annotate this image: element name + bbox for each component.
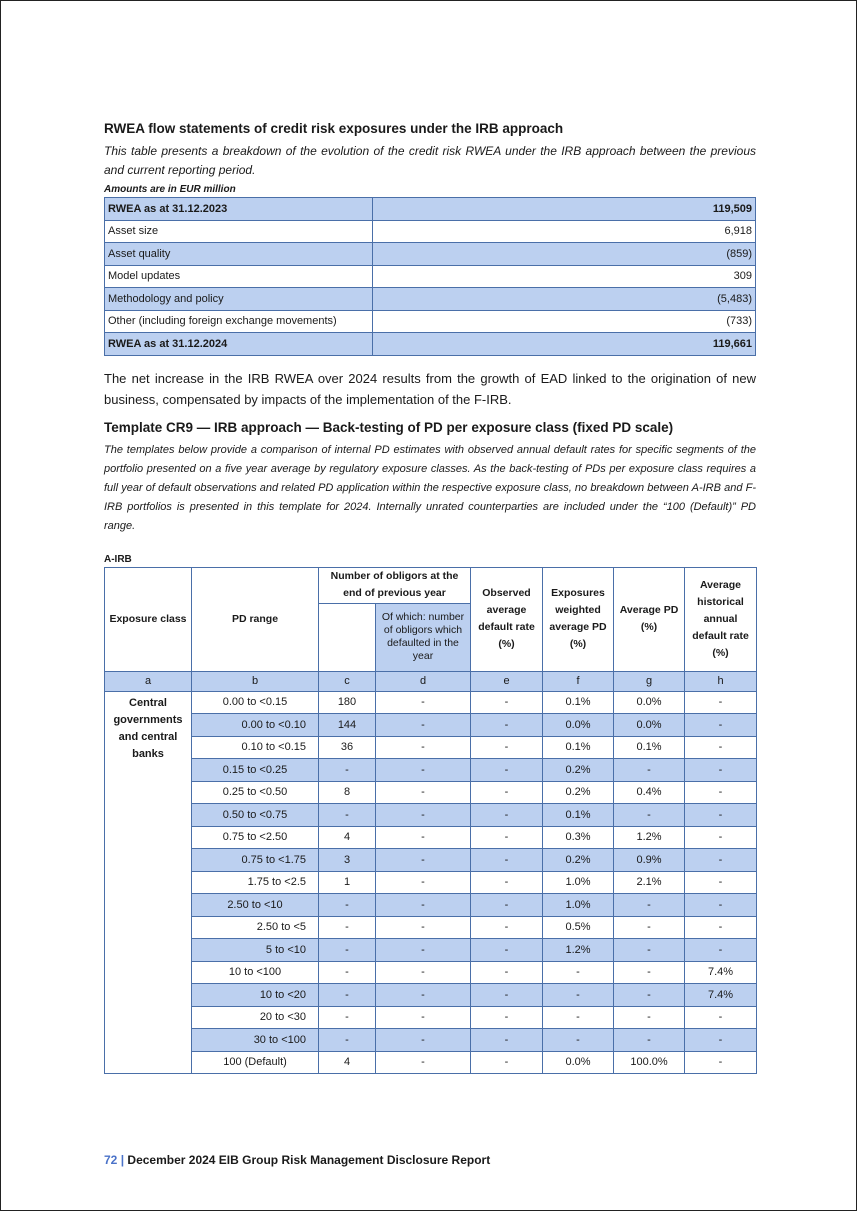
value-cell-c: 36: [319, 736, 376, 759]
value-cell-e: -: [471, 984, 543, 1007]
value-cell-f: 1.0%: [543, 894, 614, 917]
row-label: Model updates: [105, 265, 373, 288]
table-row: [105, 871, 757, 894]
value-cell-e: -: [471, 894, 543, 917]
table-row: [105, 804, 757, 827]
table-row: [105, 894, 757, 917]
value-cell-c: -: [319, 1006, 376, 1029]
letter-cell: d: [376, 671, 471, 691]
value-cell-f: 1.2%: [543, 939, 614, 962]
header-obligors: Number of obligors at the end of previous year: [319, 567, 471, 603]
table-row: [105, 984, 757, 1007]
letter-cell: b: [192, 671, 319, 691]
value-cell-h: -: [685, 714, 757, 737]
value-cell-c: 3: [319, 849, 376, 872]
header-obligors-blank: [319, 603, 376, 671]
value-cell-e: -: [471, 691, 543, 714]
value-cell-c: -: [319, 804, 376, 827]
value-cell-f: 1.0%: [543, 871, 614, 894]
value-cell-c: 144: [319, 714, 376, 737]
table-row: [105, 333, 756, 356]
value-cell-e: -: [471, 939, 543, 962]
value-cell-f: 0.5%: [543, 916, 614, 939]
page-number: 72: [104, 1153, 118, 1167]
value-cell-f: 0.3%: [543, 826, 614, 849]
value-cell-c: -: [319, 759, 376, 782]
value-cell-c: -: [319, 916, 376, 939]
value-cell-c: -: [319, 894, 376, 917]
pd-range-cell: 10 to <20: [192, 984, 319, 1007]
value-cell-e: -: [471, 759, 543, 782]
amounts-note: Amounts are in EUR million: [104, 184, 236, 195]
section-intro-rwea: This table presents a breakdown of the evolution of the credit risk RWEA under the IRB approach between the previous and current reporting period.: [104, 144, 756, 177]
table-row: [105, 849, 757, 872]
value-cell-g: 0.1%: [614, 736, 685, 759]
value-cell-d: -: [376, 939, 471, 962]
table-row: [105, 916, 757, 939]
value-cell-f: 0.1%: [543, 691, 614, 714]
value-cell-g: -: [614, 1029, 685, 1052]
header-exposures-weighted-pd: Exposures weighted average PD (%): [543, 567, 614, 671]
value-cell-c: 1: [319, 871, 376, 894]
section-description-cr9: The templates below provide a comparison of internal PD estimates with observed annual default rates for specific segments of the portfolio presented on a five year average by regulatory exposure classes. As the back-testing of PDs per exposure class requires a full year of default observations and related PD application within the respective exposure class, no breakdown between A-IRB and F-IRB portfolios is presented in this template for 2024. Internally unrated counterparties are included under the “100 (Default)” PD range.: [104, 443, 756, 532]
value-cell-c: -: [319, 984, 376, 1007]
value-cell-e: -: [471, 781, 543, 804]
table-row: [105, 961, 757, 984]
value-cell-h: -: [685, 1029, 757, 1052]
value-cell-e: -: [471, 916, 543, 939]
pd-range-cell: 0.10 to <0.15: [192, 736, 319, 759]
value-cell-g: 0.4%: [614, 781, 685, 804]
row-label: Asset quality: [105, 243, 373, 266]
value-cell-e: -: [471, 961, 543, 984]
row-label: RWEA as at 31.12.2023: [105, 198, 373, 221]
value-cell-g: -: [614, 804, 685, 827]
letter-cell: h: [685, 671, 757, 691]
value-cell-d: -: [376, 759, 471, 782]
pd-range-cell: 30 to <100: [192, 1029, 319, 1052]
value-cell-h: -: [685, 691, 757, 714]
value-cell-d: -: [376, 961, 471, 984]
value-cell-h: -: [685, 849, 757, 872]
value-cell-f: -: [543, 1006, 614, 1029]
table-row: [105, 736, 757, 759]
value-cell-d: -: [376, 849, 471, 872]
footer-separator: |: [120, 1153, 125, 1167]
value-cell-d: -: [376, 1006, 471, 1029]
value-cell-c: 8: [319, 781, 376, 804]
content: [104, 121, 756, 1074]
value-cell-e: -: [471, 804, 543, 827]
value-cell-h: -: [685, 759, 757, 782]
value-cell-d: -: [376, 826, 471, 849]
table-row: [105, 265, 756, 288]
value-cell-e: -: [471, 826, 543, 849]
row-label: Asset size: [105, 220, 373, 243]
pd-range-cell: 2.50 to <10: [192, 894, 319, 917]
value-cell-c: -: [319, 939, 376, 962]
value-cell-h: -: [685, 804, 757, 827]
value-cell-g: -: [614, 894, 685, 917]
letter-cell: e: [471, 671, 543, 691]
value-cell-h: 7.4%: [685, 961, 757, 984]
pd-range-cell: 20 to <30: [192, 1006, 319, 1029]
value-cell-g: 0.0%: [614, 714, 685, 737]
value-cell-g: -: [614, 1006, 685, 1029]
table-row: [105, 826, 757, 849]
rwea-flow-table: [104, 197, 756, 356]
table-row: [105, 220, 756, 243]
value-cell-d: -: [376, 781, 471, 804]
pd-range-cell: 10 to <100: [192, 961, 319, 984]
value-cell-g: 0.9%: [614, 849, 685, 872]
value-cell-g: 2.1%: [614, 871, 685, 894]
header-row: [105, 567, 757, 603]
letter-cell: g: [614, 671, 685, 691]
table-row: [105, 1029, 757, 1052]
table-row: [105, 781, 757, 804]
value-cell-d: -: [376, 1051, 471, 1074]
value-cell-e: -: [471, 849, 543, 872]
value-cell-c: -: [319, 1029, 376, 1052]
value-cell-g: 100.0%: [614, 1051, 685, 1074]
value-cell-e: -: [471, 714, 543, 737]
row-value: (859): [373, 243, 756, 266]
table-row: [105, 1006, 757, 1029]
exposure-class-cell: Central governments and central banks: [105, 691, 192, 1074]
footer: [104, 1153, 490, 1167]
table-row: [105, 939, 757, 962]
value-cell-c: -: [319, 961, 376, 984]
value-cell-h: -: [685, 871, 757, 894]
value-cell-e: -: [471, 1006, 543, 1029]
value-cell-f: -: [543, 961, 614, 984]
value-cell-d: -: [376, 736, 471, 759]
header-average-pd: Average PD (%): [614, 567, 685, 671]
pd-range-cell: 100 (Default): [192, 1051, 319, 1074]
value-cell-d: -: [376, 871, 471, 894]
table-row: [105, 759, 757, 782]
value-cell-c: 180: [319, 691, 376, 714]
header-of-which: Of which: number of obligors which defaulted in the year: [376, 603, 471, 671]
value-cell-d: -: [376, 1029, 471, 1052]
section-title-rwea: RWEA flow statements of credit risk exposures under the IRB approach: [104, 121, 564, 136]
value-cell-e: -: [471, 1051, 543, 1074]
letter-cell: f: [543, 671, 614, 691]
value-cell-f: 0.2%: [543, 781, 614, 804]
value-cell-f: 0.0%: [543, 714, 614, 737]
cr9-backtesting-table: [104, 567, 757, 1075]
value-cell-d: -: [376, 894, 471, 917]
pd-range-cell: 0.00 to <0.15: [192, 691, 319, 714]
row-value: 119,509: [373, 198, 756, 221]
row-value: (733): [373, 310, 756, 333]
value-cell-d: -: [376, 691, 471, 714]
pd-range-cell: 0.75 to <1.75: [192, 849, 319, 872]
row-label: Other (including foreign exchange movements): [105, 310, 373, 333]
table-row: [105, 288, 756, 311]
value-cell-d: -: [376, 714, 471, 737]
pd-range-cell: 0.25 to <0.50: [192, 781, 319, 804]
value-cell-h: -: [685, 1051, 757, 1074]
header-exposure-class: Exposure class: [105, 567, 192, 671]
letters-row: [105, 671, 757, 691]
row-value: 119,661: [373, 333, 756, 356]
row-label: Methodology and policy: [105, 288, 373, 311]
header-historical-default-rate: Average historical annual default rate (%): [685, 567, 757, 671]
value-cell-h: -: [685, 736, 757, 759]
pd-range-cell: 0.15 to <0.25: [192, 759, 319, 782]
value-cell-g: -: [614, 939, 685, 962]
value-cell-g: -: [614, 759, 685, 782]
pd-range-cell: 1.75 to <2.5: [192, 871, 319, 894]
section-title-cr9: Template CR9 — IRB approach — Back-testing of PD per exposure class (fixed PD scale): [104, 419, 674, 435]
header-observed-default-rate: Observed average default rate (%): [471, 567, 543, 671]
row-value: 6,918: [373, 220, 756, 243]
value-cell-f: -: [543, 984, 614, 1007]
row-value: (5,483): [373, 288, 756, 311]
value-cell-e: -: [471, 1029, 543, 1052]
pd-range-cell: 5 to <10: [192, 939, 319, 962]
value-cell-h: -: [685, 781, 757, 804]
table-row: [105, 691, 757, 714]
header-pd-range: PD range: [192, 567, 319, 671]
value-cell-h: -: [685, 1006, 757, 1029]
table-row: [105, 310, 756, 333]
value-cell-e: -: [471, 871, 543, 894]
letter-cell: c: [319, 671, 376, 691]
row-value: 309: [373, 265, 756, 288]
pd-range-cell: 0.00 to <0.10: [192, 714, 319, 737]
value-cell-g: -: [614, 984, 685, 1007]
letter-cell: a: [105, 671, 192, 691]
footer-title: December 2024 EIB Group Risk Management Disclosure Report: [127, 1153, 491, 1167]
value-cell-e: -: [471, 736, 543, 759]
pd-range-cell: 2.50 to <5: [192, 916, 319, 939]
value-cell-d: -: [376, 984, 471, 1007]
value-cell-f: -: [543, 1029, 614, 1052]
value-cell-h: -: [685, 916, 757, 939]
value-cell-f: 0.2%: [543, 849, 614, 872]
row-label: RWEA as at 31.12.2024: [105, 333, 373, 356]
table-row: [105, 714, 757, 737]
value-cell-h: -: [685, 894, 757, 917]
value-cell-h: -: [685, 939, 757, 962]
table-row: [105, 198, 756, 221]
value-cell-d: -: [376, 916, 471, 939]
value-cell-c: 4: [319, 1051, 376, 1074]
table-subtitle: A-IRB: [104, 553, 132, 565]
value-cell-g: -: [614, 916, 685, 939]
value-cell-f: 0.2%: [543, 759, 614, 782]
table-row: [105, 1051, 757, 1074]
value-cell-f: 0.1%: [543, 804, 614, 827]
pd-range-cell: 0.75 to <2.50: [192, 826, 319, 849]
value-cell-f: 0.1%: [543, 736, 614, 759]
value-cell-h: -: [685, 826, 757, 849]
table-row: [105, 243, 756, 266]
value-cell-d: -: [376, 804, 471, 827]
value-cell-g: 1.2%: [614, 826, 685, 849]
value-cell-c: 4: [319, 826, 376, 849]
value-cell-f: 0.0%: [543, 1051, 614, 1074]
body-paragraph: The net increase in the IRB RWEA over 2024 results from the growth of EAD linked to the origination of new business, compensated by impacts of the implementation of the F-IRB.: [104, 370, 756, 407]
value-cell-g: 0.0%: [614, 691, 685, 714]
value-cell-h: 7.4%: [685, 984, 757, 1007]
pd-range-cell: 0.50 to <0.75: [192, 804, 319, 827]
value-cell-g: -: [614, 961, 685, 984]
